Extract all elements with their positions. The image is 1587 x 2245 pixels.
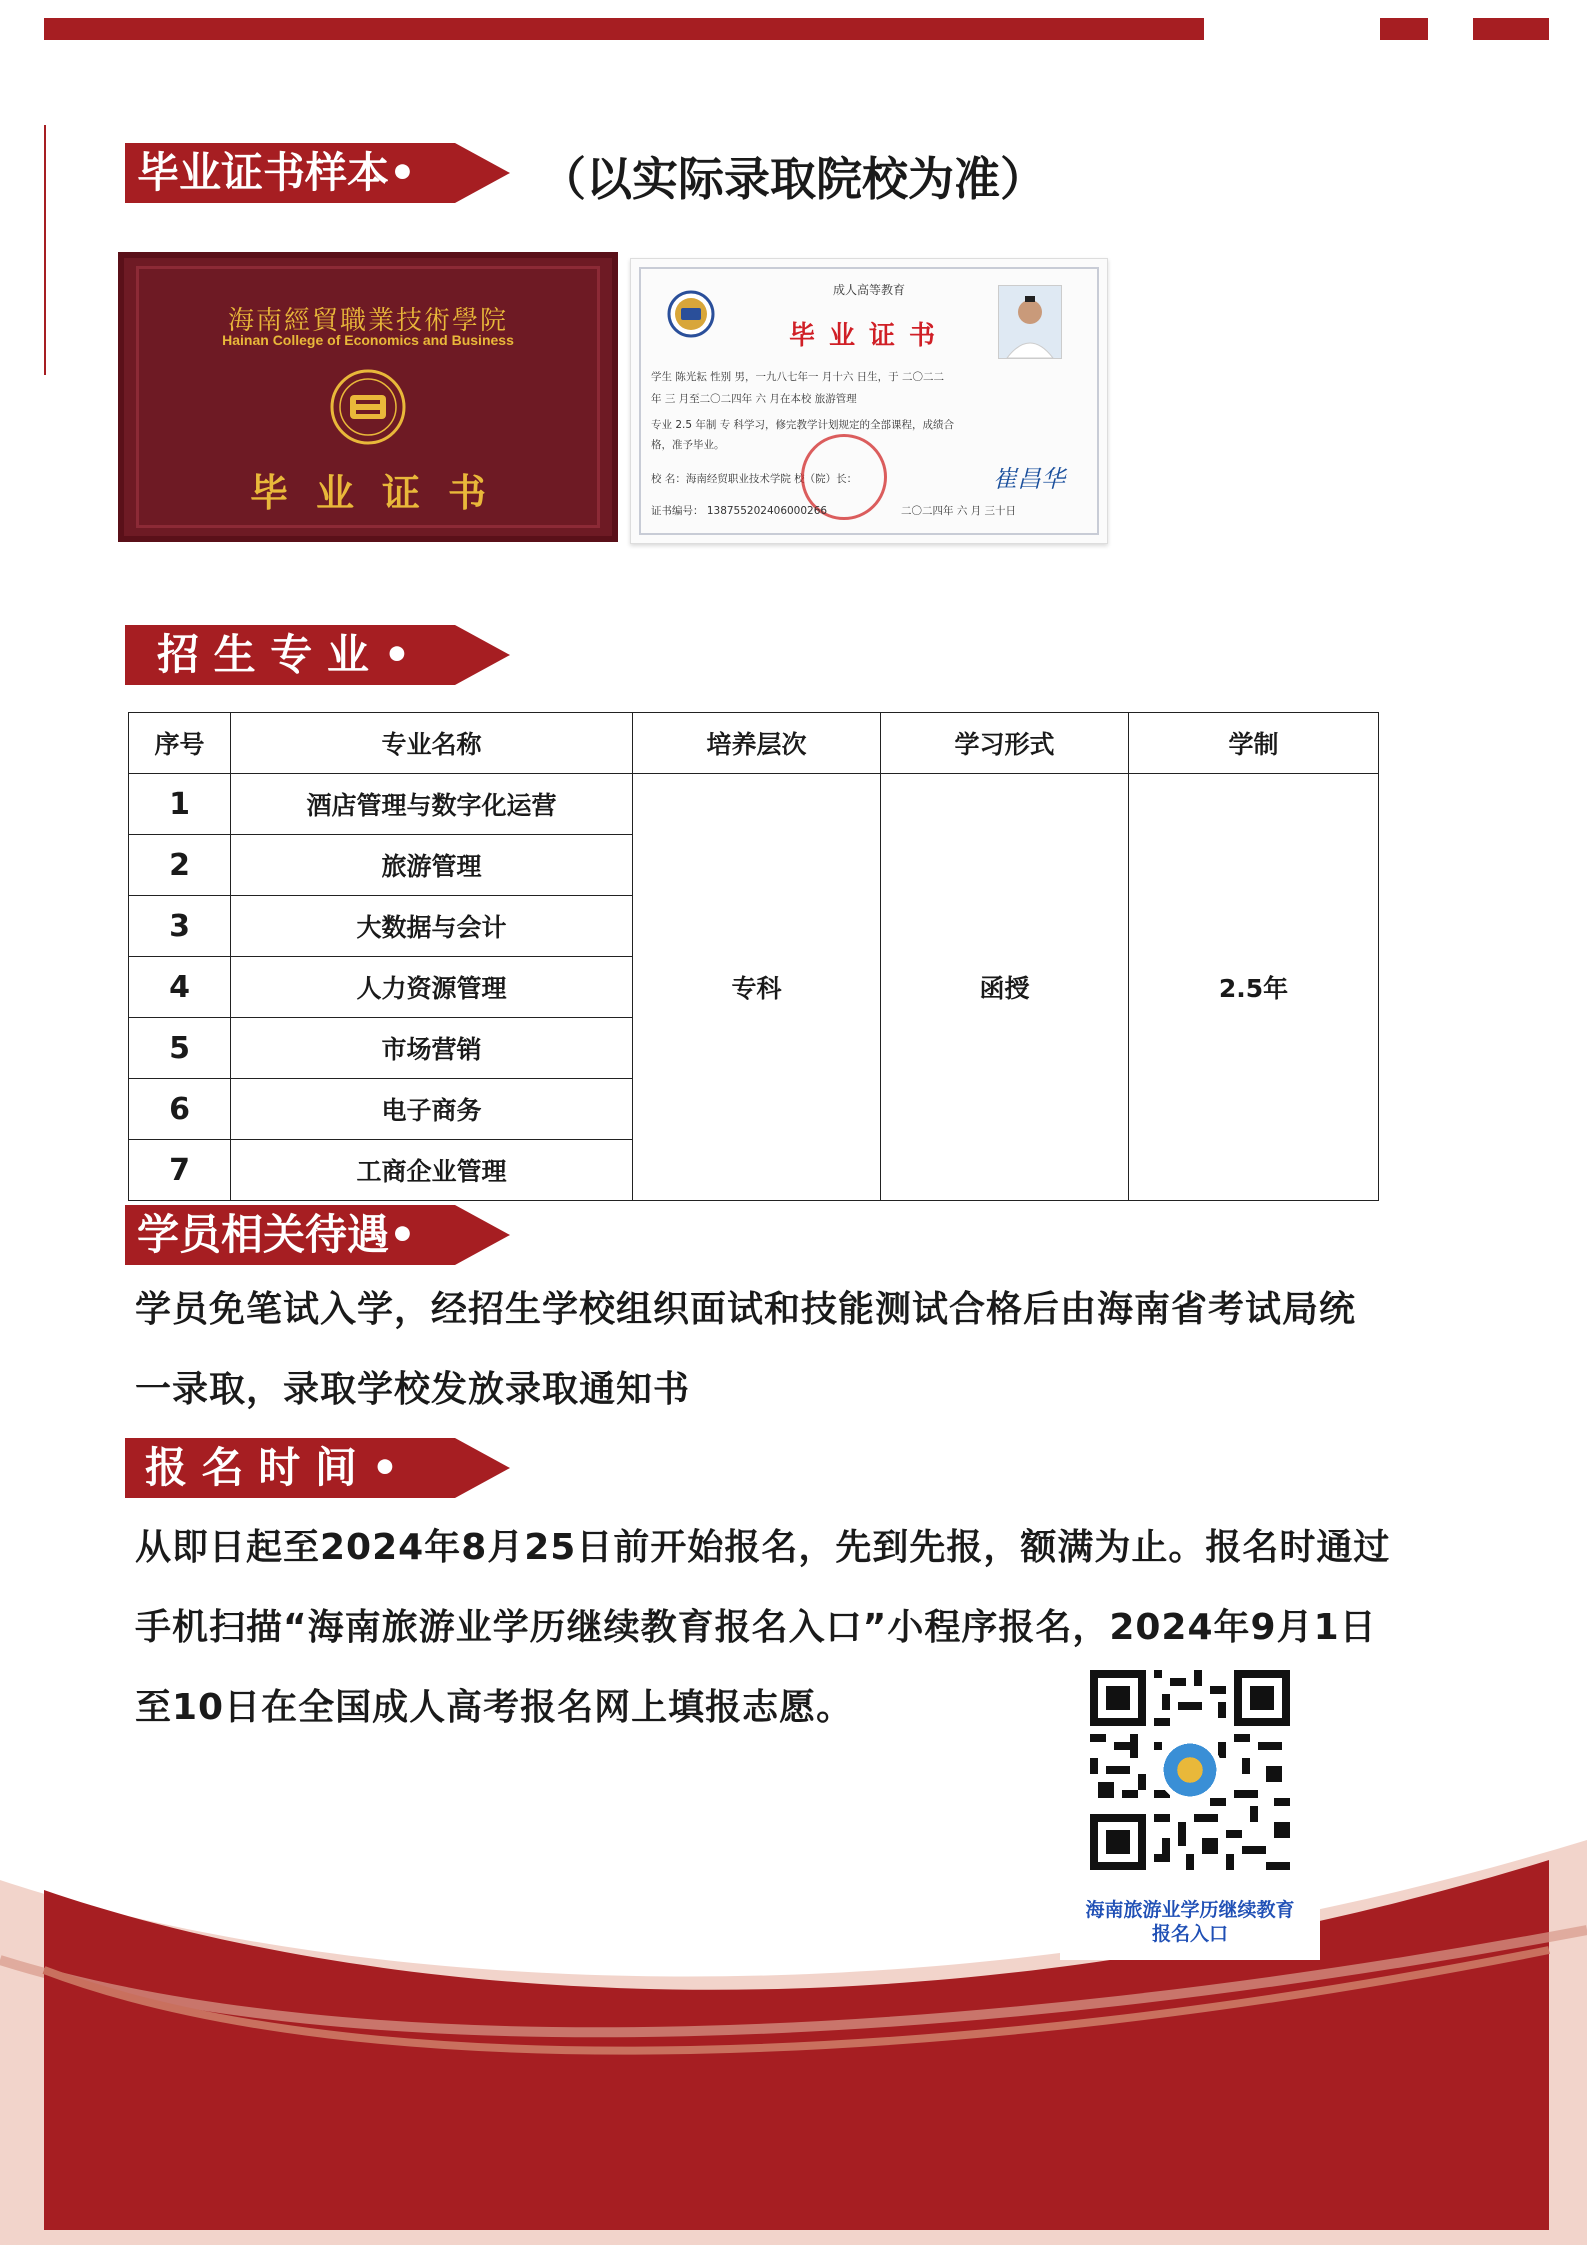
- major-name: 市场营销: [231, 1018, 633, 1079]
- section-title: 报 名 时 间 •: [145, 1443, 399, 1492]
- section-banner-majors: [125, 625, 510, 685]
- registration-line-1: 从即日起至2024年8月25日前开始报名，先到先报，额满为止。报名时通过: [135, 1527, 1391, 1568]
- qr-code-icon[interactable]: [1090, 1670, 1290, 1870]
- benefits-line-1: 学员免笔试入学，经招生学校组织面试和技能测试合格后由海南省考试局统: [135, 1289, 1357, 1330]
- school-logo-icon: [328, 367, 408, 447]
- cover-school-cn: 海南經貿職業技術學院: [227, 306, 508, 336]
- header-major: 专业名称: [231, 713, 633, 774]
- left-accent-line: [44, 125, 46, 375]
- major-name: 人力资源管理: [231, 957, 633, 1018]
- row-number: 1: [129, 774, 231, 835]
- section-title: 招 生 专 业 •: [157, 630, 411, 679]
- benefits-paragraph: [135, 1270, 1356, 1430]
- row-number: 4: [129, 957, 231, 1018]
- certificate-cover-image: [118, 252, 618, 542]
- qr-code-card[interactable]: [1060, 1660, 1320, 1960]
- major-name: 电子商务: [231, 1079, 633, 1140]
- header-level: 培养层次: [633, 713, 881, 774]
- study-duration: 2.5年: [1129, 774, 1379, 1201]
- header-no: 序号: [129, 713, 231, 774]
- major-name: 酒店管理与数字化运营: [231, 774, 633, 835]
- certificate-line-4: 格，准予毕业。: [651, 439, 725, 451]
- table-header-row: [129, 713, 1379, 774]
- row-number: 2: [129, 835, 231, 896]
- major-name: 旅游管理: [231, 835, 633, 896]
- certificate-number: 证书编号： 138755202406000266: [651, 505, 828, 517]
- header-duration: 学制: [1129, 713, 1379, 774]
- training-level: 专科: [633, 774, 881, 1201]
- major-name: 大数据与会计: [231, 896, 633, 957]
- top-bar-long: [44, 18, 1204, 40]
- certificate-line-1: 学生 陈光耘 性别 男，一九八七年一 月十六 日生，于 二〇二二: [651, 371, 945, 383]
- header-form: 学习形式: [881, 713, 1129, 774]
- registration-line-3: 至10日在全国成人高考报名网上填报志愿。: [135, 1687, 854, 1728]
- benefits-line-2: 一录取，录取学校发放录取通知书: [135, 1369, 691, 1410]
- section-title: 学员相关待遇•: [137, 1210, 416, 1259]
- section-title: 毕业证书样本•: [137, 148, 416, 197]
- certificate-date: 二〇二四年 六 月 三十日: [901, 505, 1017, 517]
- student-photo: [998, 285, 1062, 359]
- study-form: 函授: [881, 774, 1129, 1201]
- top-bar-short-2: [1473, 18, 1549, 40]
- section-banner-registration: [125, 1438, 510, 1498]
- certificate-title: 毕业证书: [788, 321, 949, 351]
- qr-caption-line-2: 报名入口: [1151, 1923, 1228, 1945]
- certificate-sample-image: [630, 258, 1108, 544]
- qr-caption: [1060, 1898, 1320, 1946]
- certificate-note: （以实际录取院校为准）: [540, 152, 1046, 206]
- major-name: 工商企业管理: [231, 1140, 633, 1201]
- majors-table: [128, 712, 1379, 1201]
- top-bar-short-1: [1380, 18, 1428, 40]
- signature: 崔昌华: [993, 465, 1065, 493]
- certificate-line-2: 年 三 月至二〇二四年 六 月在本校 旅游管理: [651, 393, 857, 405]
- row-number: 7: [129, 1140, 231, 1201]
- row-number: 6: [129, 1079, 231, 1140]
- qr-caption-line-1: 海南旅游业学历继续教育: [1085, 1899, 1295, 1921]
- cover-title: 毕业证书: [249, 471, 514, 515]
- certificate-line-5: 校 名：海南经贸职业技术学院 校（院）长：: [651, 473, 858, 485]
- section-banner-benefits: [125, 1205, 510, 1265]
- section-banner-certificate: [125, 143, 510, 203]
- certificate-line-3: 专业 2.5 年制 专 科学习，修完教学计划规定的全部课程，成绩合: [651, 419, 955, 431]
- cover-school-en: Hainan College of Economics and Business: [222, 332, 514, 348]
- bottom-wave-decoration: [0, 1820, 1587, 2245]
- table-row: [129, 774, 1379, 835]
- certificate-header: 成人高等教育: [832, 283, 905, 297]
- row-number: 5: [129, 1018, 231, 1079]
- registration-line-2: 手机扫描“海南旅游业学历继续教育报名入口”小程序报名，2024年9月1日: [135, 1607, 1377, 1648]
- row-number: 3: [129, 896, 231, 957]
